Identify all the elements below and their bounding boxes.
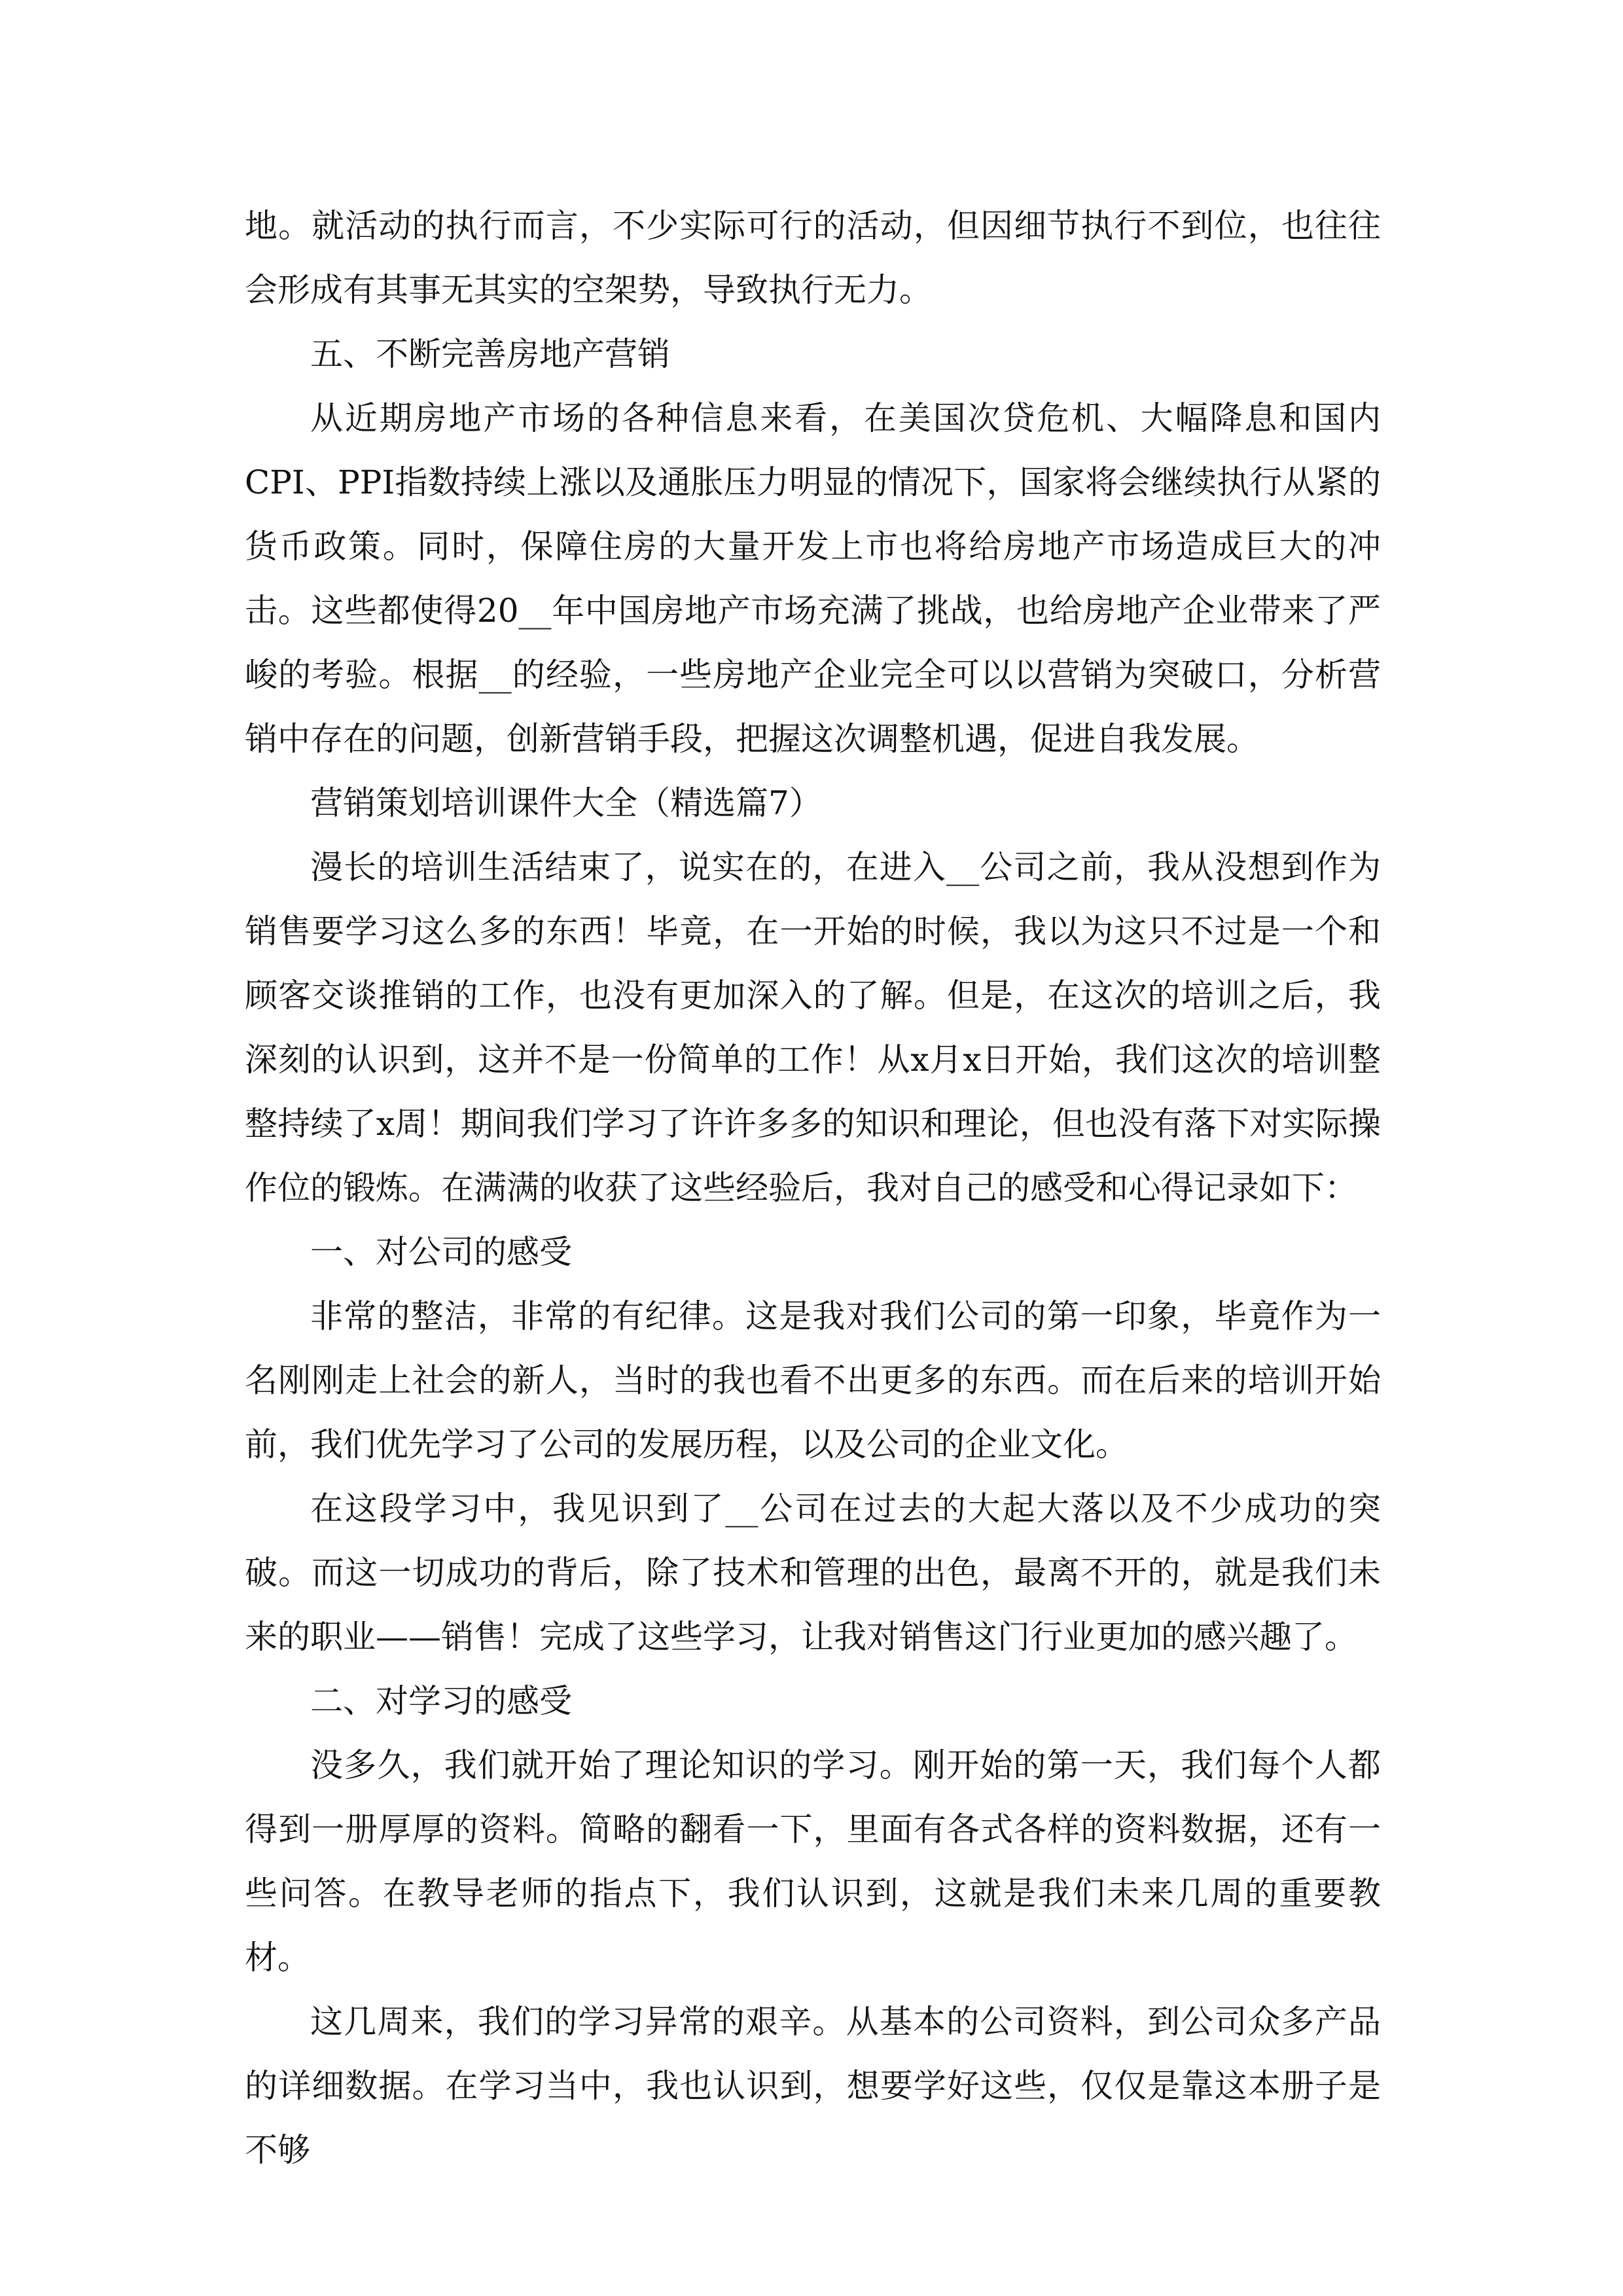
paragraph-company-history: 在这段学习中，我见识到了__公司在过去的大起大落以及不少成功的突破。而这一切成功的背后，除了技术和管理的出色，最离不开的，就是我们未来的职业——销售！完成了这些学习，让我对销售这门行业更加的感兴趣了。 (245, 1490, 1381, 1656)
section-heading-2: 二、对学习的感受 (310, 1682, 572, 1720)
section-heading-1: 一、对公司的感受 (310, 1233, 572, 1271)
paragraph-market-outlook: 从近期房地产市场的各种信息来看，在美国次贷危机、大幅降息和国内CPI、PPI指数持续上涨以及通胀压力明显的情况下，国家将会继续执行从紧的货币政策。同时，保障住房的大量开发上市也将给房地产市场造成巨大的冲击。这些都使得20__年中国房地产市场充满了挑战，也给房地产企业带来了严峻的考验。根据__的经验，一些房地产企业完全可以以营销为突破口，分析营销中存在的问题，创新营销手段，把握这次调整机遇，促进自我发展。 (245, 399, 1381, 758)
paragraph-study-start: 没多久，我们就开始了理论知识的学习。刚开始的第一天，我们每个人都得到一册厚厚的资料。简略的翻看一下，里面有各式各样的资料数据，还有一些问答。在教导老师的指点下，我们认识到，这就是我们未来几周的重要教材。 (245, 1746, 1381, 1977)
article-title-7: 营销策划培训课件大全（精选篇7） (310, 784, 822, 822)
paragraph-company-impression: 非常的整洁，非常的有纪律。这是我对我们公司的第一印象，毕竟作为一名刚刚走上社会的新人，当时的我也看不出更多的东西。而在后来的培训开始前，我们优先学习了公司的发展历程，以及公司的企业文化。 (245, 1297, 1381, 1463)
section-heading-5: 五、不断完善房地产营销 (310, 335, 670, 373)
document-body (245, 194, 1381, 2182)
paragraph-continuation: 地。就活动的执行而言，不少实际可行的活动，但因细节执行不到位，也往往会形成有其事无其实的空架势，导致执行无力。 (245, 207, 1381, 309)
paragraph-study-hardship: 这几周来，我们的学习异常的艰辛。从基本的公司资料，到公司众多产品的详细数据。在学习当中，我也认识到，想要学好这些，仅仅是靠这本册子是不够 (245, 2003, 1381, 2169)
paragraph-training-intro: 漫长的培训生活结束了，说实在的，在进入__公司之前，我从没想到作为销售要学习这么多的东西！毕竟，在一开始的时候，我以为这只不过是一个和顾客交谈推销的工作，也没有更加深入的了解。但是，在这次的培训之后，我深刻的认识到，这并不是一份简单的工作！从x月x日开始，我们这次的培训整整持续了x周！期间我们学习了许许多多的知识和理论，但也没有落下对实际操作位的锻炼。在满满的收获了这些经验后，我对自己的感受和心得记录如下： (245, 848, 1381, 1207)
